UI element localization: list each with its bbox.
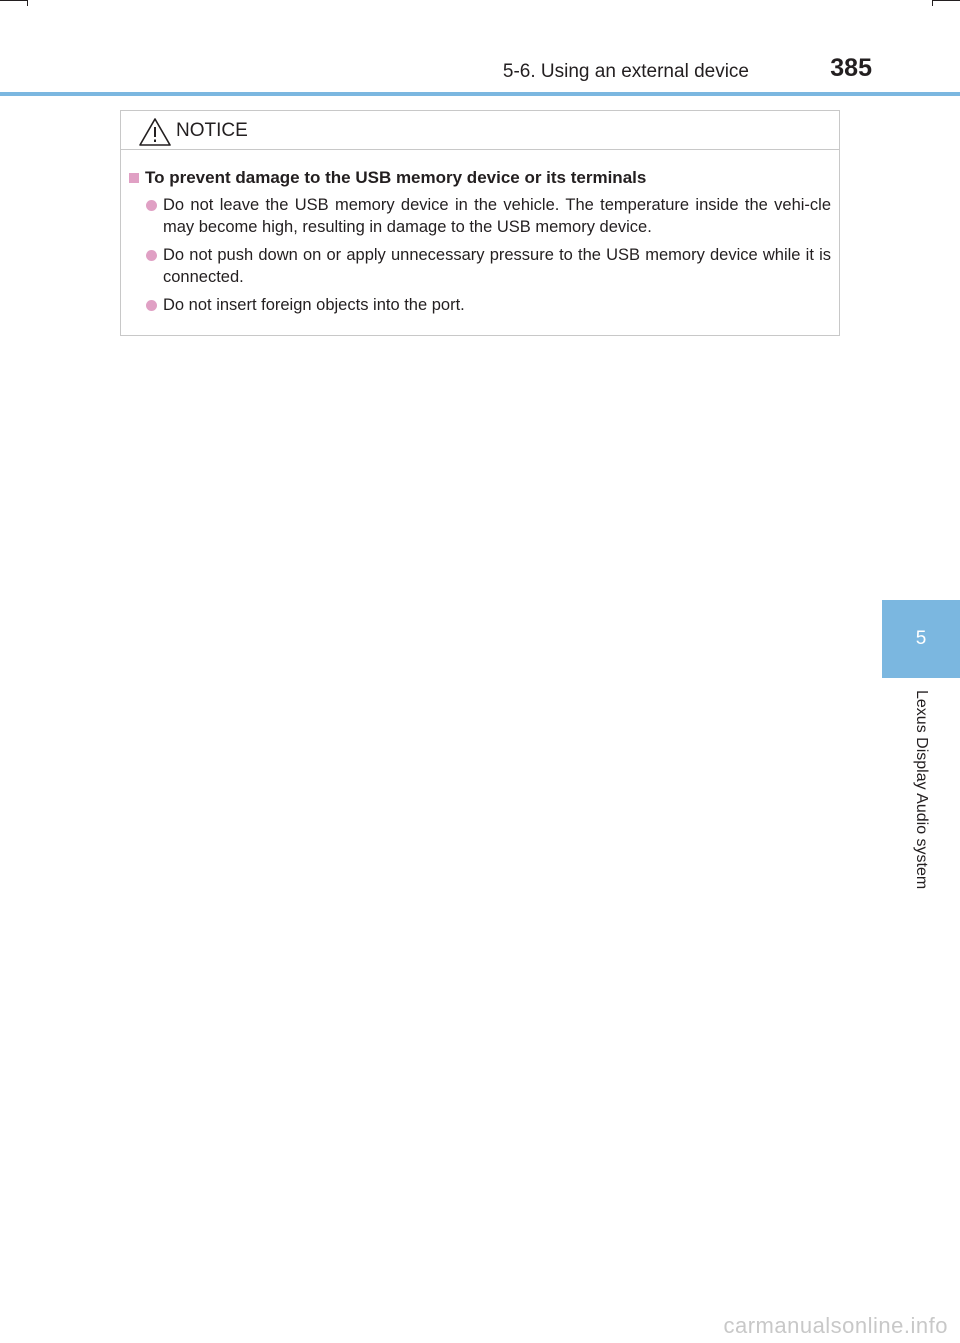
crop-mark-top-left: [0, 0, 28, 1]
notice-item-text: Do not push down on or apply unnecessary pressure to the USB memory device while it is connected.: [163, 246, 831, 286]
circle-bullet-icon: [146, 300, 157, 311]
notice-item: [129, 194, 831, 238]
notice-header: [121, 111, 839, 150]
chapter-tab[interactable]: [882, 600, 960, 678]
warning-triangle-icon: [138, 117, 172, 147]
square-bullet-icon: [129, 173, 139, 183]
section-title: 5-6. Using an external device: [502, 61, 749, 82]
chapter-number: 5: [915, 628, 927, 649]
notice-label: NOTICE: [176, 120, 248, 141]
header-rule: [0, 92, 960, 96]
notice-subheading: [129, 168, 831, 188]
chapter-title: Lexus Display Audio system: [913, 690, 930, 890]
notice-item: [129, 244, 831, 288]
subheading-text: To prevent damage to the USB memory device or its terminals: [145, 168, 647, 187]
notice-item: [129, 294, 831, 316]
page-number: 385: [830, 54, 872, 82]
circle-bullet-icon: [146, 250, 157, 261]
crop-mark-top-left-v: [27, 0, 28, 6]
notice-item-text: Do not insert foreign objects into the port.: [163, 296, 465, 314]
circle-bullet-icon: [146, 200, 157, 211]
notice-box: [120, 110, 840, 336]
chapter-title-box: [882, 678, 960, 938]
crop-mark-top-right: [932, 0, 960, 1]
watermark: carmanualsonline.info: [723, 1313, 948, 1338]
notice-body: [121, 150, 839, 316]
crop-mark-top-right-v: [932, 0, 933, 6]
notice-item-text: Do not leave the USB memory device in the vehicle. The temperature inside the vehi-cle may become high, resulting in damage to the USB memory device.: [163, 196, 831, 236]
